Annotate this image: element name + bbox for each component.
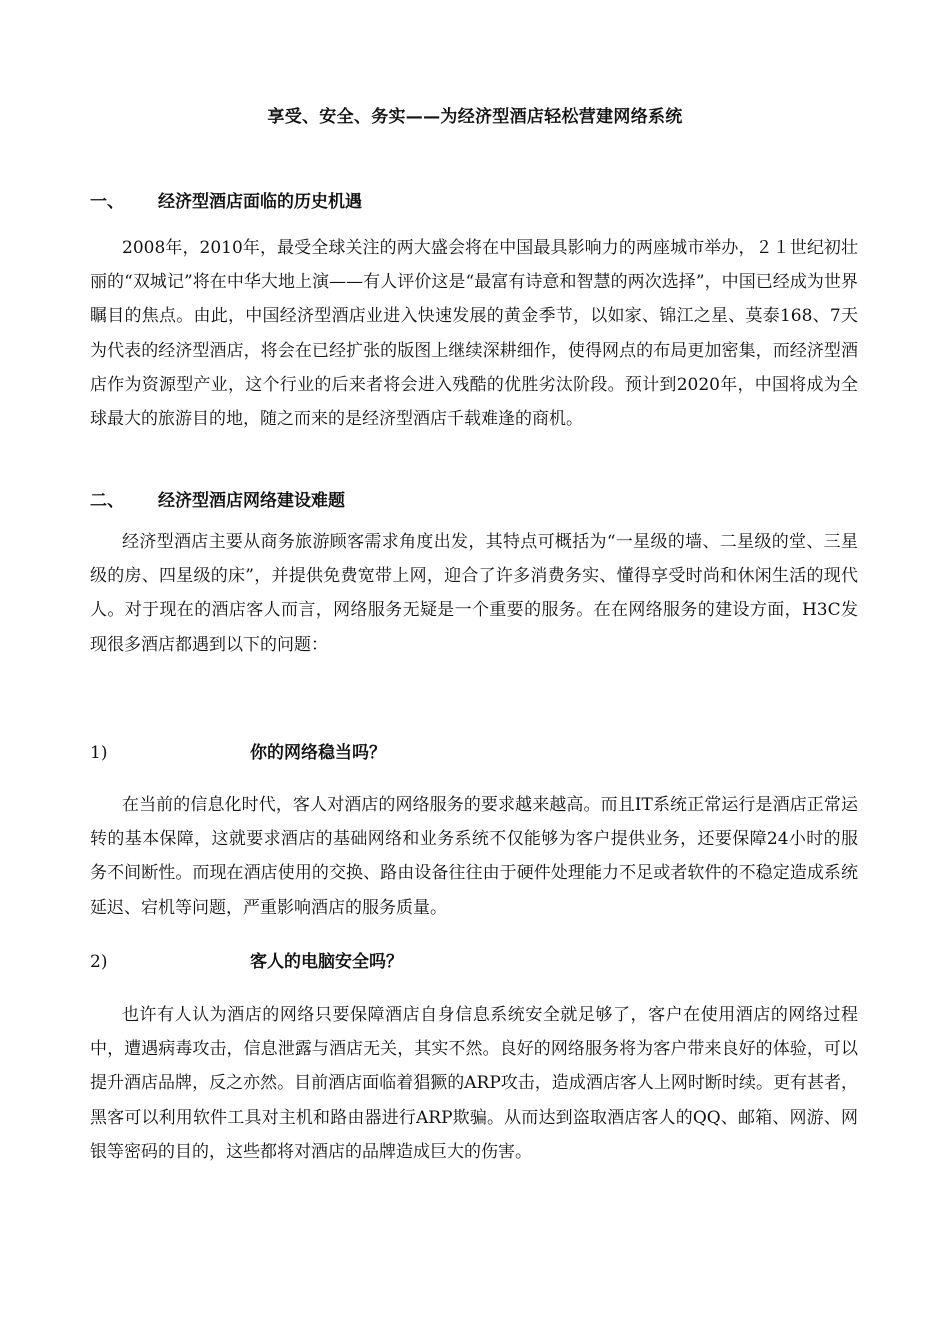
question-paragraph-2: 也许有人认为酒店的网络只要保障酒店自身信息系统安全就足够了，客户在使用酒店的网络过程中，遭遇病毒攻击，信息泄露与酒店无关，其实不然。良好的网络服务将为客户带来良好的体验，可以提升酒店品牌，反之亦然。目前酒店面临着猖獗的ARP攻击，造成酒店客人上网时断时续。更有甚者，黑客可以利用软件工具对主机和路由器进行ARP欺骗。从而达到盗取酒店客人的QQ、邮箱、网游、网银等密码的目的，这些都将对酒店的品牌造成巨大的伤害。: [90, 1005, 858, 1162]
section-paragraph-1: 2008年，2010年，最受全球关注的两大盛会将在中国最具影响力的两座城市举办，２１世纪初壮丽的“双城记”将在中华大地上演——有人评价这是“最富有诗意和智慧的两次选择”，中国已经成为世界瞩目的焦点。由此，中国经济型酒店业进入快速发展的黄金季节，以如家、锦江之星、莫泰168、7天为代表的经济型酒店，将会在已经扩张的版图上继续深耕细作，使得网点的布局更加密集，而经济型酒店作为资源型产业，这个行业的后来者将会进入残酷的优胜劣汰阶段。预计到2020年，中国将成为全球最大的旅游目的地，随之而来的是经济型酒店千载难逢的商机。: [90, 238, 858, 430]
section-heading-2: [90, 489, 345, 513]
section-paragraph-2: 经济型酒店主要从商务旅游顾客需求角度出发，其特点可概括为“一星级的墙、二星级的堂、三星级的房、四星级的床”，并提供免费宽带上网，迎合了许多消费务实、懂得享受时尚和休闲生活的现代人。对于现在的酒店客人而言，网络服务无疑是一个重要的服务。在在网络服务的建设方面，H3C发现很多酒店都遇到以下的问题：: [90, 532, 858, 655]
question-number: 2): [90, 952, 108, 972]
section-number: 二、: [90, 491, 124, 511]
question-heading-2: [90, 950, 403, 974]
question-heading-1: [90, 741, 386, 765]
question-paragraph-1: 在当前的信息化时代，客人对酒店的网络服务的要求越来越高。而且IT系统正常运行是酒店正常运转的基本保障，这就要求酒店的基础网络和业务系统不仅能够为客户提供业务，还要保障24小时的服务不间断性。而现在酒店使用的交换、路由设备往往由于硬件处理能力不足或者软件的不稳定造成系统延迟、宕机等问题，严重影响酒店的服务质量。: [90, 795, 858, 918]
section-title: 经济型酒店面临的历史机遇: [158, 192, 362, 212]
section-title: 经济型酒店网络建设难题: [158, 491, 345, 511]
section-number: 一、: [90, 192, 124, 212]
question-title: 客人的电脑安全吗？: [250, 952, 403, 972]
question-title: 你的网络稳当吗？: [250, 743, 386, 763]
section-heading-1: [90, 190, 362, 214]
question-number: 1): [90, 743, 108, 763]
document-title: 享受、安全、务实——为经济型酒店轻松营建网络系统: [267, 107, 683, 127]
